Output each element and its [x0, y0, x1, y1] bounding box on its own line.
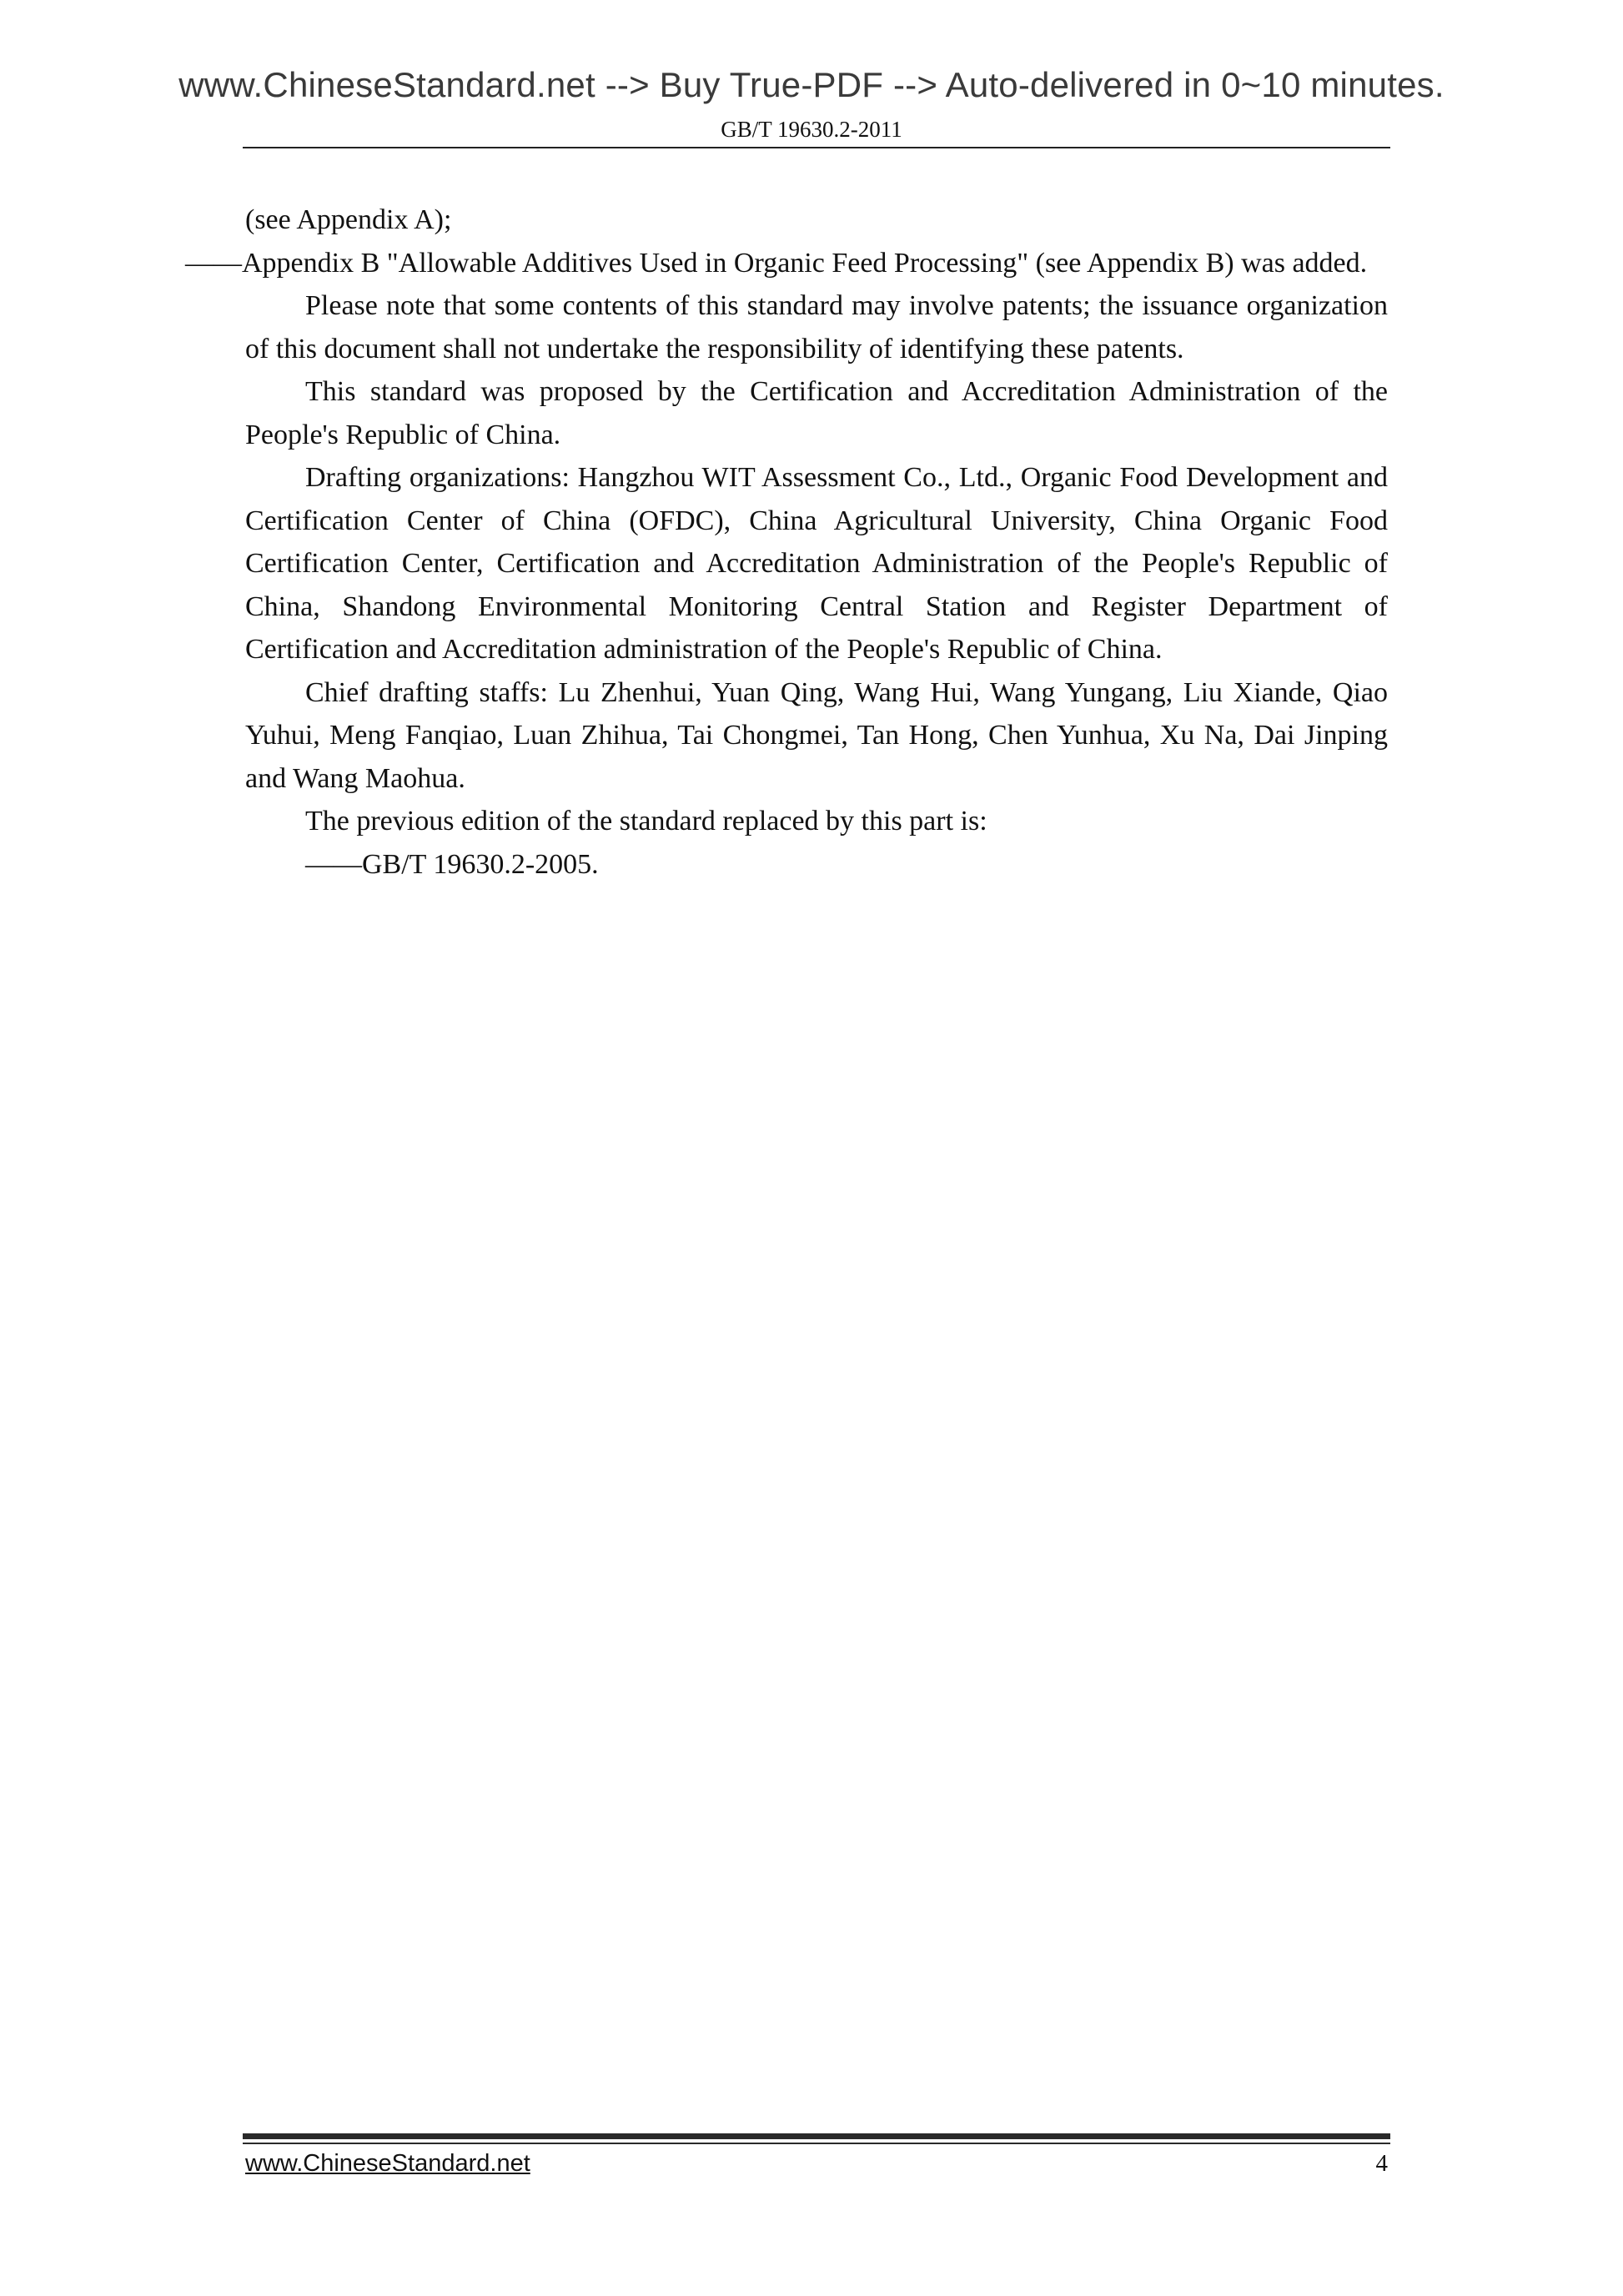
list-item-appendix-b: ——Appendix B "Allowable Additives Used in Organic Feed Processing" (see Appendix B) was added. [185, 247, 1368, 279]
paragraph-drafting-organizations: Drafting organizations: Hangzhou WIT Assessment Co., Ltd., Organic Food Development and Certification Center of China (OFDC), China Agricultural University, China Organic Food Certification Center, Certification and Accreditation Administration of the People's Republic of China, Shandong Environmental Monitoring Central Station and Register Department of Certification and Accreditation administration of the People's Republic of China. [245, 462, 1388, 665]
paragraph-proposed-by: This standard was proposed by the Certification and Accreditation Administration of the People's Republic of China. [245, 376, 1388, 450]
paragraph-previous-edition: The previous edition of the standard replaced by this part is: [305, 806, 987, 837]
footer-divider-thin [243, 2143, 1390, 2144]
page-number: 4 [1375, 2150, 1388, 2177]
paragraph-patents: Please note that some contents of this standard may involve patents; the issuance organization of this document shall not undertake the responsibility of identifying these patents. [245, 290, 1388, 364]
footer-site-link[interactable]: www.ChineseStandard.net [245, 2150, 530, 2177]
standard-code-header: GB/T 19630.2-2011 [721, 117, 902, 142]
line-see-appendix-a: (see Appendix A); [245, 204, 452, 235]
footer-divider-thick [243, 2133, 1390, 2139]
document-body [185, 198, 1388, 886]
paragraph-chief-drafting-staffs: Chief drafting staffs: Lu Zhenhui, Yuan Qing, Wang Hui, Wang Yungang, Liu Xiande, Qiao Yuhui, Meng Fanqiao, Luan Zhihua, Tai Chongmei, Tan Hong, Chen Yunhua, Xu Na, Dai Jinping and Wang Maohua. [245, 676, 1388, 794]
promo-banner: www.ChineseStandard.net --> Buy True-PDF --> Auto-delivered in 0~10 minutes. [178, 65, 1445, 104]
header-divider [243, 147, 1390, 148]
list-item-previous-code: ——GB/T 19630.2-2005. [305, 848, 599, 880]
